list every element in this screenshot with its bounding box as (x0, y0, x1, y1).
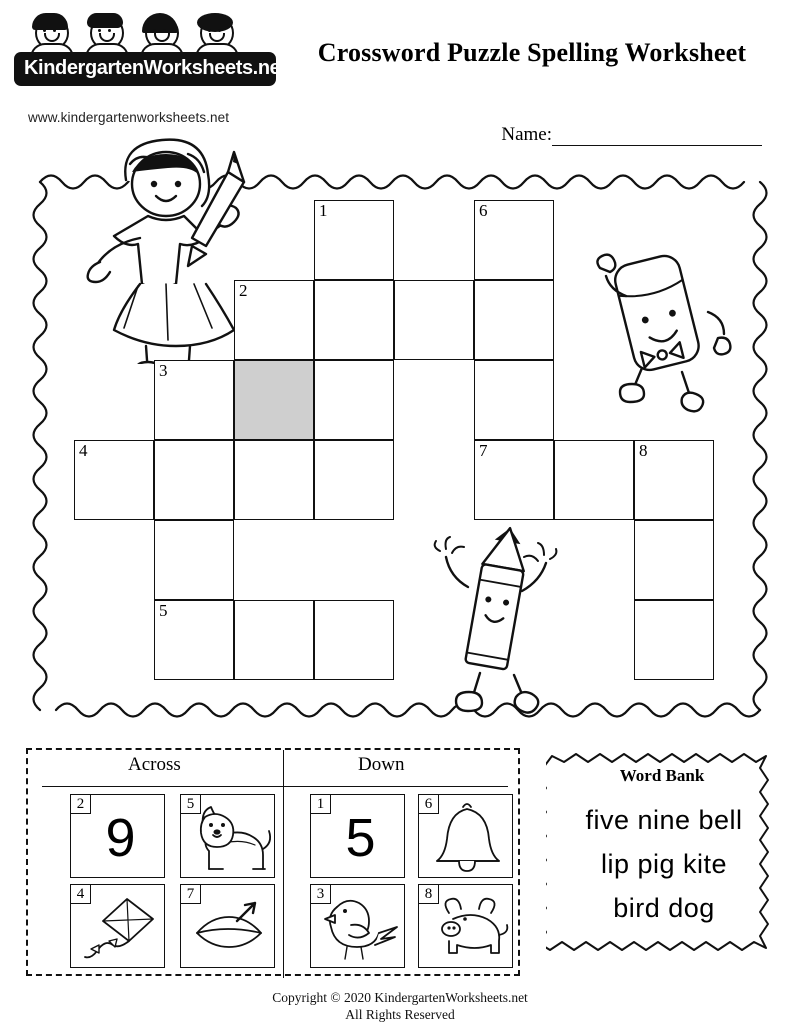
grid-cell[interactable] (234, 600, 314, 680)
grid-cell-number: 7 (479, 441, 488, 460)
clue-number: 5 (181, 795, 201, 814)
site-url: www.kindergartenworksheets.net (28, 110, 230, 125)
clue-across-2[interactable] (70, 794, 165, 878)
grid-cell[interactable] (314, 600, 394, 680)
name-label: Name: (501, 124, 552, 145)
grid-cell[interactable] (474, 360, 554, 440)
grid-cell-number: 2 (239, 281, 248, 300)
grid-cell-number: 3 (159, 361, 168, 380)
grid-cell-3[interactable] (154, 360, 234, 440)
clue-down-1[interactable] (310, 794, 405, 878)
grid-cell[interactable] (234, 440, 314, 520)
clues-header (28, 750, 518, 782)
grid-cell[interactable] (154, 520, 234, 600)
word-bank-line-3: bird dog (613, 893, 715, 923)
logo-wordmark: KindergartenWorksheets.net (14, 52, 276, 86)
name-field-row (501, 124, 762, 146)
word-bank-line-2: lip pig kite (600, 849, 728, 879)
rights-text: All Rights Reserved (345, 1007, 455, 1022)
grid-cell-number: 6 (479, 201, 488, 220)
grid-cell-4[interactable] (74, 440, 154, 520)
down-label: Down (358, 754, 405, 775)
word-bank (546, 748, 778, 976)
clue-across-5[interactable] (180, 794, 275, 878)
grid-cell[interactable] (634, 600, 714, 680)
number-nine-clue: 9 (105, 808, 136, 868)
grid-cell-number: 1 (319, 201, 328, 220)
grid-cell-1[interactable] (314, 200, 394, 280)
grid-cell-number: 8 (639, 441, 648, 460)
word-bank-words (564, 798, 764, 930)
clue-number: 3 (311, 885, 331, 904)
clue-number: 4 (71, 885, 91, 904)
pencil-character-art (410, 525, 580, 725)
grid-cell[interactable] (314, 360, 394, 440)
grid-cell-6[interactable] (474, 200, 554, 280)
grid-cell[interactable] (154, 440, 234, 520)
clue-down-3[interactable] (310, 884, 405, 968)
grid-cell[interactable] (634, 520, 714, 600)
word-bank-line-1: five nine bell (585, 805, 743, 835)
clues-panel (26, 748, 520, 976)
grid-cell[interactable] (554, 440, 634, 520)
clue-across-4[interactable] (70, 884, 165, 968)
grid-cell-number: 5 (159, 601, 168, 620)
eraser-character-art (590, 240, 750, 420)
name-input-line[interactable] (552, 128, 762, 146)
clues-divider-horizontal (42, 786, 508, 787)
clue-number: 7 (181, 885, 201, 904)
grid-cell[interactable] (394, 280, 474, 360)
page-title: Crossword Puzzle Spelling Worksheet (317, 38, 747, 67)
clues-divider-vertical (283, 750, 284, 978)
site-logo (14, 14, 287, 86)
grid-cell-7[interactable] (474, 440, 554, 520)
grid-cell-shaded[interactable] (234, 360, 314, 440)
clue-across-7[interactable] (180, 884, 275, 968)
clue-number: 8 (419, 885, 439, 904)
copyright-text: Copyright © 2020 KindergartenWorksheets.net (272, 990, 528, 1005)
grid-cell[interactable] (474, 280, 554, 360)
clue-number: 6 (419, 795, 439, 814)
number-five-clue: 5 (345, 808, 376, 868)
clue-down-6[interactable] (418, 794, 513, 878)
clue-number: 1 (311, 795, 331, 814)
clue-down-8[interactable] (418, 884, 513, 968)
grid-cell-5[interactable] (154, 600, 234, 680)
across-label: Across (128, 754, 181, 775)
clue-number: 2 (71, 795, 91, 814)
footer (0, 989, 800, 1023)
grid-cell-number: 4 (79, 441, 88, 460)
girl-with-pencil-art (78, 124, 258, 364)
grid-cell-8[interactable] (634, 440, 714, 520)
grid-cell[interactable] (314, 440, 394, 520)
word-bank-title: Word Bank (619, 766, 705, 785)
grid-cell-2[interactable] (234, 280, 314, 360)
grid-cell[interactable] (314, 280, 394, 360)
